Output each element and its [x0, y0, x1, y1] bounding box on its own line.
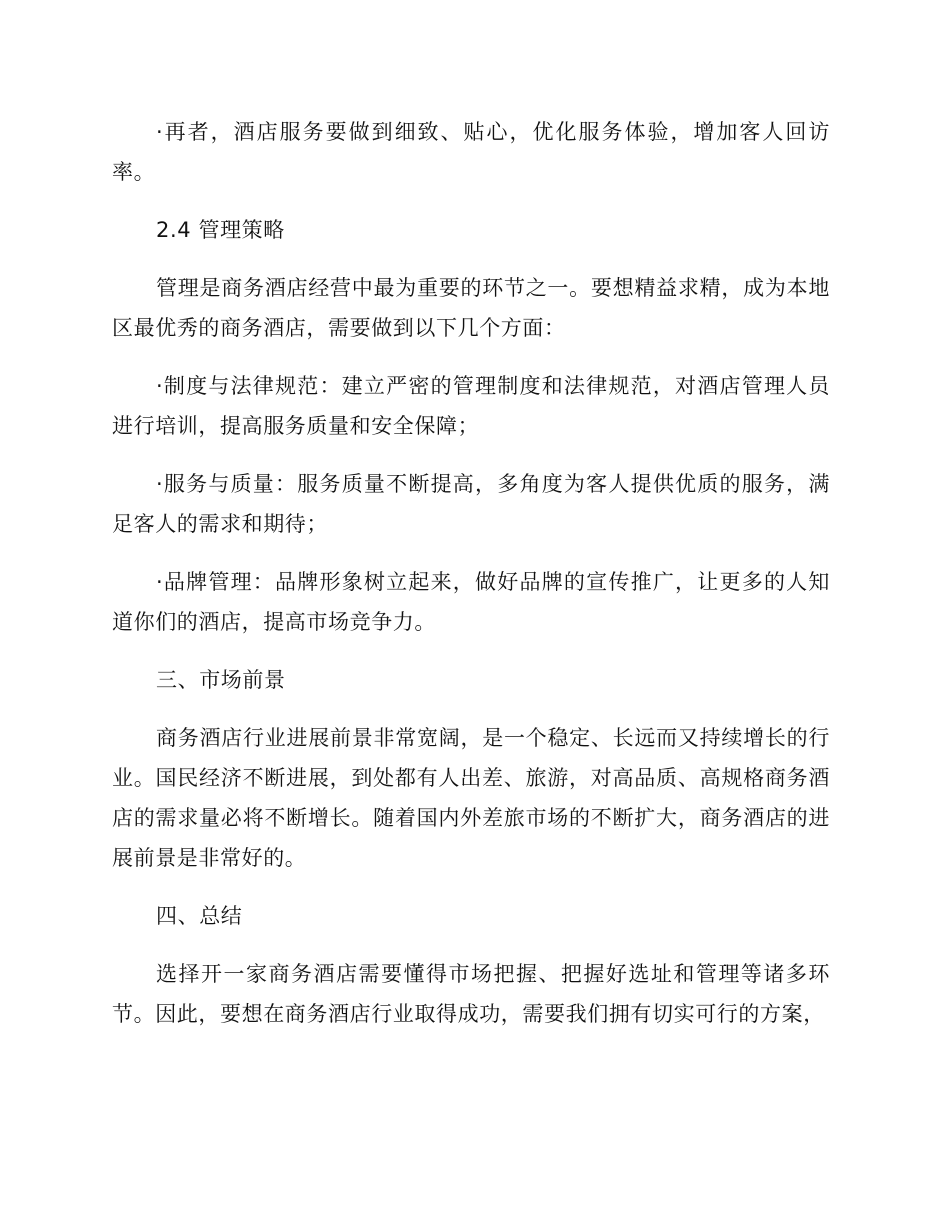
paragraph-summary: 选择开一家商务酒店需要懂得市场把握、把握好选址和管理等诸多环节。因此，要想在商务酒店行业取得成功，需要我们拥有切实可行的方案，: [112, 962, 830, 1026]
bullet-paragraph-rules-law: ·制度与法律规范：建立严密的管理制度和法律规范，对酒店管理人员进行培训，提高服务质量和安全保障；: [112, 374, 830, 438]
section-heading-summary: 四、总结: [156, 904, 243, 928]
paragraph-management-intro: 管理是商务酒店经营中最为重要的环节之一。要想精益求精，成为本地区最优秀的商务酒店，需要做到以下几个方面：: [112, 276, 830, 340]
bullet-paragraph-service-quality: ·服务与质量：服务质量不断提高，多角度为客人提供优质的服务，满足客人的需求和期待；: [112, 472, 830, 536]
bullet-paragraph-brand-management: ·品牌管理：品牌形象树立起来，做好品牌的宣传推广，让更多的人知道你们的酒店，提高市场竞争力。: [112, 570, 830, 634]
bullet-paragraph-service-detail: ·再者，酒店服务要做到细致、贴心，优化服务体验，增加客人回访率。: [112, 120, 830, 184]
paragraph-market-outlook: 商务酒店行业进展前景非常宽阔，是一个稳定、长远而又持续增长的行业。国民经济不断进展，到处都有人出差、旅游，对高品质、高规格商务酒店的需求量必将不断增长。随着国内外差旅市场的不断扩大，商务酒店的进展前景是非常好的。: [112, 726, 830, 870]
section-heading-market-outlook: 三、市场前景: [156, 668, 286, 692]
document-body: [112, 112, 830, 1052]
section-heading-management-strategy: 2.4 管理策略: [156, 218, 285, 242]
